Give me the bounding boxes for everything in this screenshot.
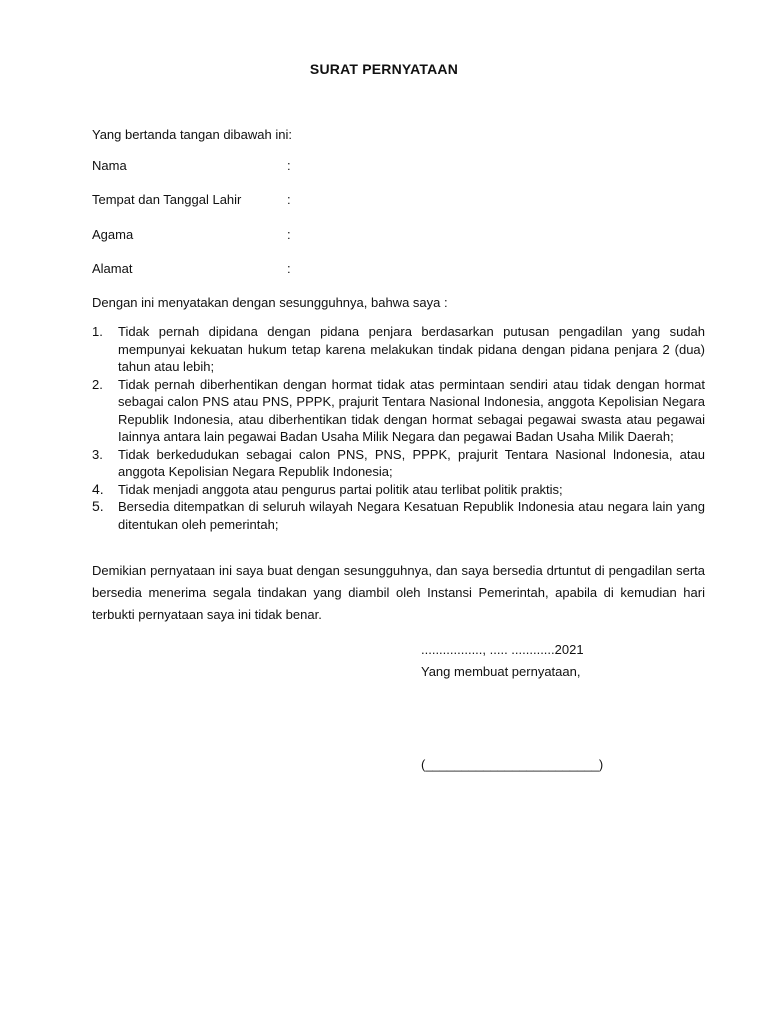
list-item bbox=[92, 446, 705, 481]
field-colon: : bbox=[287, 158, 291, 173]
field-colon: : bbox=[287, 227, 291, 242]
list-item-number: 3. bbox=[92, 446, 103, 462]
list-item bbox=[92, 376, 705, 446]
field-label: Alamat bbox=[92, 261, 133, 276]
signature-date: ................., ..... ............2021 bbox=[421, 642, 584, 657]
list-item-number: 1. bbox=[92, 324, 103, 339]
list-item-text: Bersedia ditempatkan di seluruh wilayah Negara Kesatuan Republik Indonesia atau negara lain yang ditentukan oleh pemerintah; bbox=[118, 499, 705, 532]
field-colon: : bbox=[287, 192, 291, 207]
list-item-number: 5. bbox=[92, 498, 104, 514]
statement-list bbox=[92, 323, 705, 533]
statement-text: Dengan ini menyatakan dengan sesungguhnya, bahwa saya : bbox=[92, 295, 448, 310]
list-item-text: Tidak menjadi anggota atau pengurus partai politik atau terlibat politik praktis; bbox=[118, 481, 563, 497]
document-title: SURAT PERNYATAAN bbox=[309, 61, 459, 77]
field-label: Agama bbox=[92, 227, 134, 242]
list-item-text: Tidak berkedudukan sebagai calon PNS, PNS, PPPK, prajurit Tentara Nasional lndonesia, atau anggota Kepolisian Negara Republik Indonesia; bbox=[118, 446, 705, 479]
field-colon: : bbox=[287, 261, 291, 276]
list-item bbox=[92, 481, 705, 499]
list-item bbox=[92, 498, 705, 533]
signature-block bbox=[421, 640, 681, 682]
list-item-number: 4. bbox=[92, 480, 104, 497]
closing-paragraph: Demikian pernyataan ini saya buat dengan sesungguhnya, dan saya bersedia drtuntut di pengadilan serta bersedia menerima segala tindakan yang diambil oleh Instansi Pemerintah, apabila di kemudian hari terbukti pernyataan saya ini tidak benar. bbox=[92, 563, 705, 622]
field-label: Nama bbox=[92, 158, 127, 173]
list-item-text: Tidak pernah diberhentikan dengan hormat tidak atas permintaan sendiri atau tidak dengan hormat sebagai calon PNS atau PNS, PPPK, prajurit Tentara Nasional Indonesia, anggota Kepolisian Negara Republik Indonesia, atau diberhentikan tidak dengan hormat sebagai pegawai swasta atau pegawai Iainnya antara lain pegawai Badan Usaha Milik Negara dan pegawai Badan Usaha Milik Daerah; bbox=[118, 376, 705, 444]
signature-role: Yang membuat pernyataan, bbox=[421, 664, 581, 679]
signature-line: (________________________) bbox=[421, 757, 604, 772]
list-item-number: 2. bbox=[92, 376, 103, 392]
list-item-text: Tidak pernah dipidana dengan pidana penjara berdasarkan putusan pengadilan yang sudah mempunyai kekuatan hukum tetap karena melakukan tindak pidana dengan pidana penjara 2 (dua) tahun atau lebih; bbox=[118, 324, 705, 374]
list-item bbox=[92, 323, 705, 376]
intro-text: Yang bertanda tangan dibawah ini: bbox=[92, 127, 292, 142]
field-label: Tempat dan Tanggal Lahir bbox=[92, 192, 242, 207]
